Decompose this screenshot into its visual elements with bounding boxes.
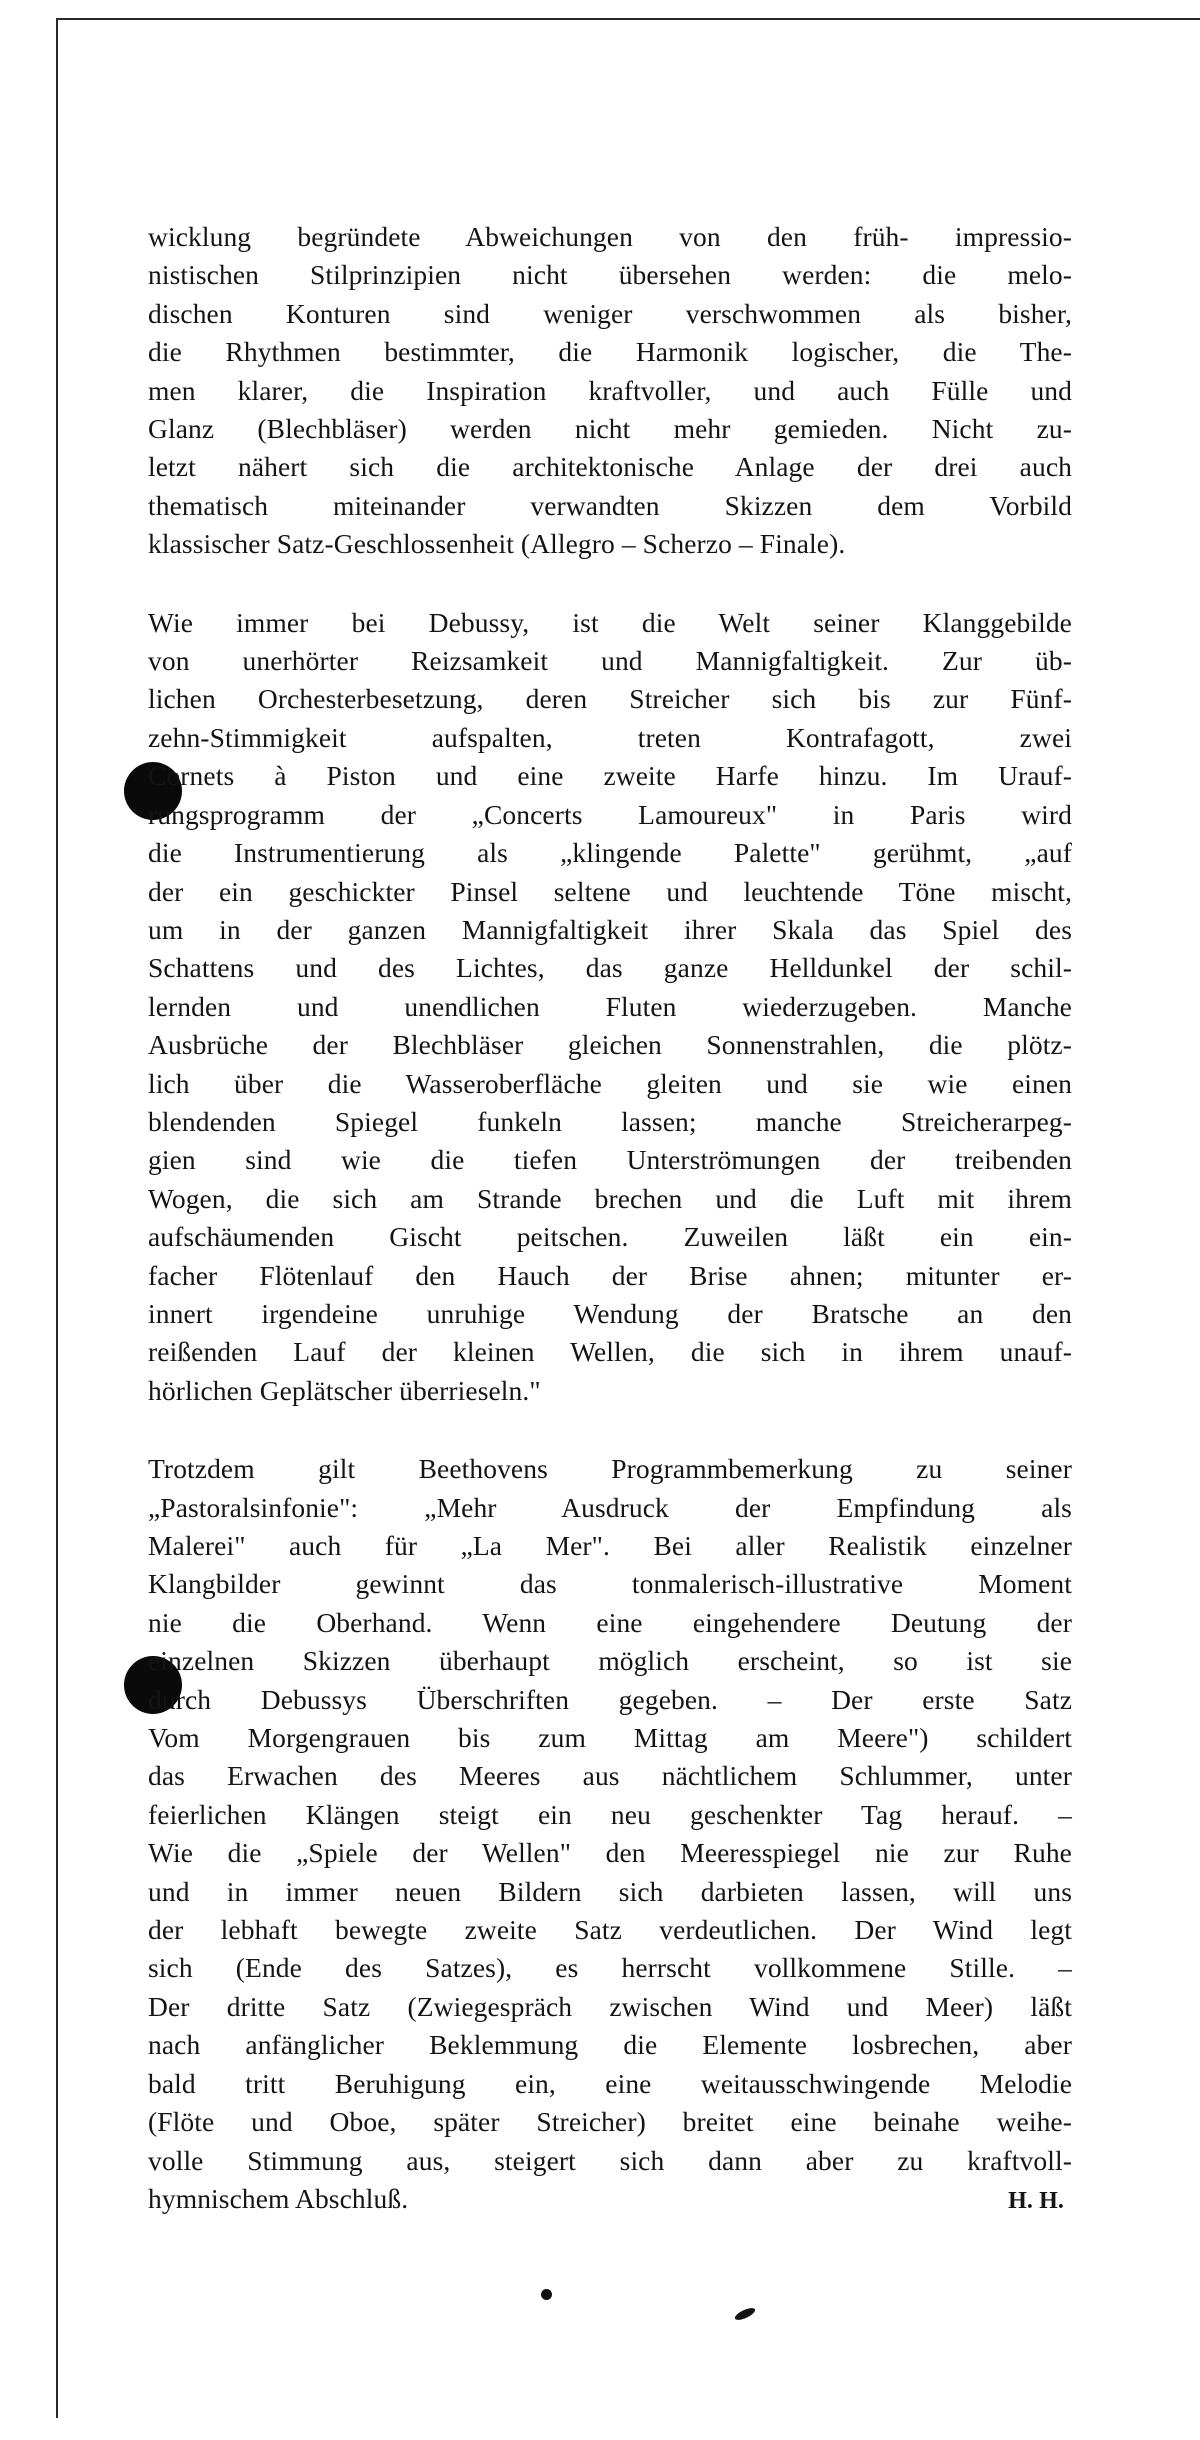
text-line: Trotzdem gilt Beethovens Programmbemerkung zu seiner — [148, 1453, 1072, 1485]
text-line: wicklung begründete Abweichungen von den früh- impressio- — [148, 221, 1072, 252]
text-line: dischen Konturen sind weniger verschwommen als bisher, — [148, 297, 1072, 329]
text-line: einzelnen Skizzen überhaupt möglich erscheint, so ist sie — [148, 1645, 1072, 1677]
text-line: reißenden Lauf der kleinen Wellen, die sich in ihrem unauf- — [148, 1336, 1072, 1368]
text-line: Der dritte Satz (Zwiegespräch zwischen Wind und Meer) läßt — [148, 1990, 1072, 2022]
text-line: innert irgendeine unruhige Wendung der Bratsche an den — [148, 1297, 1072, 1329]
text-line: aufschäumenden Gischt peitschen. Zuweilen läßt ein ein- — [148, 1221, 1072, 1253]
text-line: gien sind wie die tiefen Unterströmungen der treibenden — [148, 1144, 1072, 1176]
text-line: Wie die „Spiele der Wellen" den Meeresspiegel nie zur Ruhe — [148, 1837, 1072, 1869]
author-signature: H. H. — [1008, 2187, 1064, 2214]
text-line: (Flöte und Oboe, später Streicher) breitet eine beinahe weihe- — [148, 2106, 1072, 2138]
text-line: klassischer Satz-Geschlossenheit (Allegro – Scherzo – Finale). — [148, 528, 846, 560]
text-line: hymnischem Abschluß. — [148, 2182, 409, 2214]
text-line: men klarer, die Inspiration kraftvoller, und auch Fülle und — [148, 374, 1072, 406]
text-line: Vom Morgengrauen bis zum Mittag am Meere") schildert — [148, 1722, 1072, 1754]
text-line: facher Flötenlauf den Hauch der Brise ahnen; mitunter er- — [148, 1259, 1072, 1291]
text-line: die Rhythmen bestimmter, die Harmonik logischer, die The- — [148, 336, 1072, 368]
text-line: hörlichen Geplätscher überrieseln." — [148, 1374, 541, 1406]
text-line: der ein geschickter Pinsel seltene und leuchtende Töne mischt, — [148, 875, 1072, 907]
closing-line — [148, 2180, 1072, 2220]
text-line: nistischen Stilprinzipien nicht übersehen werden: die melo- — [148, 259, 1072, 291]
text-line: bald tritt Beruhigung ein, eine weitausschwingende Melodie — [148, 2067, 1072, 2099]
text-line: nie die Oberhand. Wenn eine eingehendere Deutung der — [148, 1606, 1072, 1638]
text-line: Klangbilder gewinnt das tonmalerisch-illustrative Moment — [148, 1568, 1072, 1600]
page-edge-top — [56, 18, 1200, 20]
page-edge-left — [56, 18, 58, 2418]
paragraph-1 — [148, 218, 1072, 564]
text-line: und in immer neuen Bildern sich darbieten lassen, will uns — [148, 1875, 1072, 1907]
text-line: Schattens und des Lichtes, das ganze Helldunkel der schil- — [148, 952, 1072, 984]
text-line: Malerei" auch für „La Mer". Bei aller Realistik einzelner — [148, 1530, 1072, 1561]
text-line: nach anfänglicher Beklemmung die Elemente losbrechen, aber — [148, 2029, 1072, 2061]
text-line: durch Debussys Überschriften gegeben. – Der erste Satz — [148, 1683, 1072, 1715]
text-line: von unerhörter Reizsamkeit und Mannigfaltigkeit. Zur üb- — [148, 645, 1072, 677]
text-line: rungsprogramm der „Concerts Lamoureux" in Paris wird — [148, 798, 1072, 830]
text-line: lichen Orchesterbesetzung, deren Streicher sich bis zur Fünf- — [148, 683, 1072, 715]
text-line: thematisch miteinander verwandten Skizzen dem Vorbild — [148, 489, 1072, 521]
text-line: um in der ganzen Mannigfaltigkeit ihrer Skala das Spiel des — [148, 913, 1072, 945]
text-line: lernden und unendlichen Fluten wiederzugeben. Manche — [148, 990, 1072, 1022]
text-line: volle Stimmung aus, steigert sich dann aber zu kraftvoll- — [148, 2144, 1072, 2176]
text-line: sich (Ende des Satzes), es herrscht vollkommene Stille. – — [148, 1952, 1072, 1984]
text-line: Wogen, die sich am Strande brechen und die Luft mit ihrem — [148, 1182, 1072, 1214]
text-body — [148, 218, 1072, 2260]
text-line: feierlichen Klängen steigt ein neu geschenkter Tag herauf. – — [148, 1798, 1072, 1830]
text-line: zehn-Stimmigkeit aufspalten, treten Kontrafagott, zwei — [148, 721, 1072, 753]
text-line: die Instrumentierung als „klingende Palette" gerühmt, „auf — [148, 837, 1072, 869]
text-line: „Pastoralsinfonie": „Mehr Ausdruck der Empfindung als — [148, 1491, 1072, 1523]
ink-speck — [541, 2289, 552, 2300]
text-line: letzt nähert sich die architektonische Anlage der drei auch — [148, 451, 1072, 483]
text-line: der lebhaft bewegte zweite Satz verdeutlichen. Der Wind legt — [148, 1914, 1072, 1946]
text-line: Glanz (Blechbläser) werden nicht mehr gemieden. Nicht zu- — [148, 413, 1072, 445]
paragraph-2 — [148, 604, 1072, 1411]
text-line: Ausbrüche der Blechbläser gleichen Sonnenstrahlen, die plötz- — [148, 1029, 1072, 1061]
text-line: blendenden Spiegel funkeln lassen; manche Streicherarpeg- — [148, 1105, 1072, 1137]
text-line: lich über die Wasseroberfläche gleiten und sie wie einen — [148, 1067, 1072, 1099]
text-line: das Erwachen des Meeres aus nächtlichem Schlummer, unter — [148, 1760, 1072, 1792]
text-line: Wie immer bei Debussy, ist die Welt seiner Klanggebilde — [148, 606, 1072, 638]
ink-speck — [733, 2306, 756, 2323]
text-line: Cornets à Piston und eine zweite Harfe hinzu. Im Urauf- — [148, 760, 1072, 792]
paragraph-3 — [148, 1450, 1072, 2220]
